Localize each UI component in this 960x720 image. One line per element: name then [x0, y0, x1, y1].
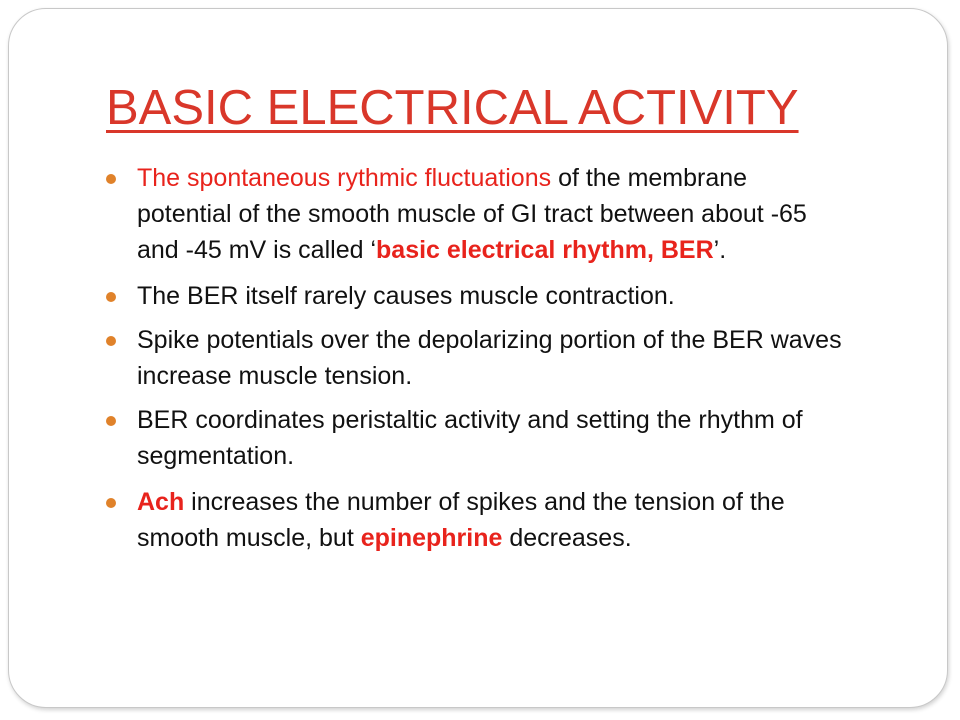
bullet-item-spike-potentials — [106, 322, 846, 394]
highlight-text: The spontaneous rythmic fluctuations — [137, 164, 552, 192]
bullet-dot-icon — [106, 498, 116, 508]
body-text: increases the number of spikes and the tension of the smooth muscle, but — [137, 488, 785, 552]
bullet-dot-icon — [106, 336, 116, 346]
bullet-dot-icon — [106, 292, 116, 302]
body-text: of the membrane potential of the smooth muscle of GI tract between about -65 and -45 mV is called ‘ — [137, 164, 807, 264]
bullet-dot-icon — [106, 174, 116, 184]
bullet-list — [106, 160, 846, 566]
tail-text: ’. — [713, 236, 727, 264]
body-text: The BER itself rarely causes muscle contraction. — [137, 282, 675, 310]
bullet-item-ber-coordinates — [106, 402, 846, 474]
bullet-item-ber-contraction — [106, 278, 846, 314]
bullet-item-ber-definition — [106, 160, 846, 268]
bold-highlight-text: epinephrine — [360, 524, 503, 552]
bullet-dot-icon — [106, 416, 116, 426]
body-text: BER coordinates peristaltic activity and setting the rhythm of segmentation. — [137, 406, 803, 470]
tail-text: decreases. — [502, 524, 632, 552]
body-text: Spike potentials over the depolarizing portion of the BER waves increase muscle tension. — [137, 326, 842, 390]
slide-title: BASIC ELECTRICAL ACTIVITY — [106, 81, 799, 135]
bullet-item-ach-epinephrine — [106, 484, 846, 556]
highlight-text: Ach — [137, 488, 185, 516]
bold-highlight-text: basic electrical rhythm, BER — [376, 236, 714, 264]
